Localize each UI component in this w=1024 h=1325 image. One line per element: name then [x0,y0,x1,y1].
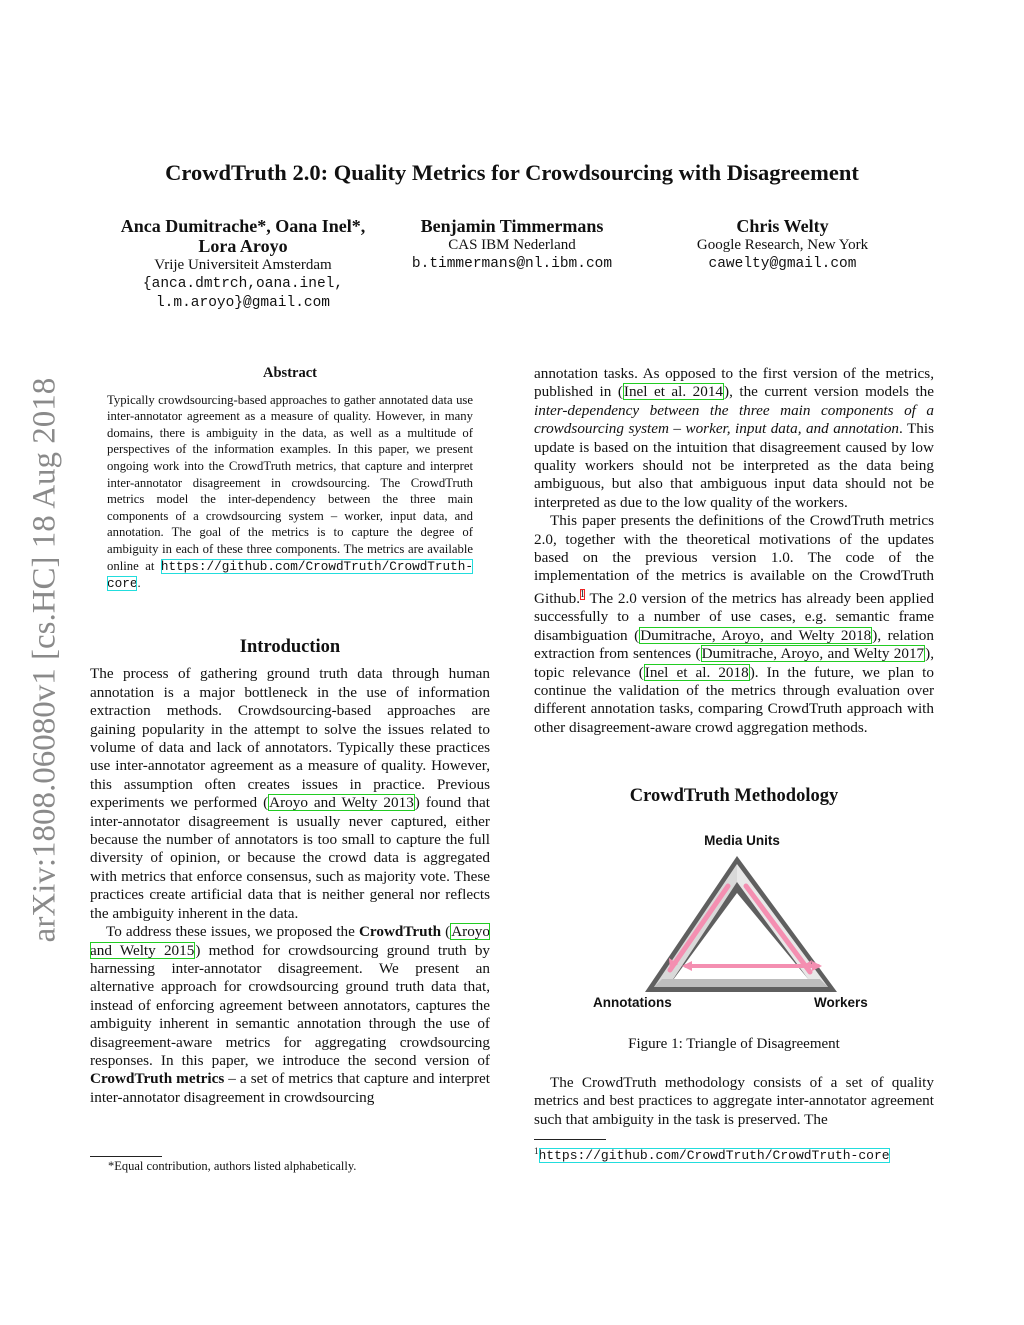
arxiv-id: arXiv:1808.06080v1 [cs.HC] 18 Aug 2018 [26,377,63,943]
body-text: This paper presents the definitions of the CrowdTruth metrics 2.0, together with the theoretical motivations of the updates based on the previous version 1.0. The code of the implementation of the metrics is available on the CrowdTruth Github. [534,512,934,607]
author-name: Benjamin Timmermans [420,216,604,236]
footnote-number: 1 [534,1146,539,1156]
author-names-line1: Anca Dumitrache*, Oana Inel*, [120,216,366,236]
body-text: annotation tasks. As opposed to the first version of the metrics, published in ( [534,365,934,401]
intro-paragraph-1 [90,665,490,923]
intro-text: The process of gathering ground truth data through human annotation is a major bottleneck in the use of information extraction methods. Crowdsourcing-based approaches are gaining popularity in the attempt to solve the issues related to volume of data and lack of annotators. Typically these practices use inter-annotator agreement as a measure of quality. However, this assumption often creates issues in practice. Previous experiments we performed ( [90,665,490,812]
body-text: ), relation extraction from sentences ( [534,626,934,663]
workers-label: Workers [814,995,868,1010]
right-paragraph-1 [534,365,934,512]
body-text: . This update is based on the intuition that disagreement caused by low quality workers should not be interpreted as the data being ambiguous, but also that ambiguous input data should not be interpreted as due to the low quality of the workers. [534,420,934,511]
abstract [107,365,473,593]
right-footnote [534,1143,934,1164]
author-name: Chris Welty [736,216,829,236]
abstract-text [107,392,473,593]
right-paragraph-2 [534,512,934,737]
abstract-url-link[interactable]: https://github.com/CrowdTruth/CrowdTruth-core [107,558,473,592]
body-text: ), the current version models the [724,383,934,401]
italic-text: inter-dependency between the three main components of a crowdsourcing system – worker, input data, and annotation [534,401,934,438]
citation-link[interactable]: Dumitrache, Aroyo, and Welty 2017 [701,645,925,663]
bold-term: CrowdTruth metrics [90,1070,225,1088]
bold-term: CrowdTruth [358,923,442,941]
media-units-label: Media Units [704,833,780,848]
annotations-label: Annotations [593,995,672,1010]
body-text: ). In the future, we plan to continue the validation of the metrics through evaluation over different annotation tasks, comparing CrowdTruth approach with other disagreement-aware crowd aggregation methods. [534,663,934,736]
intro-text: ) found that inter-annotator disagreement is usually never captured, either because the number of annotators is too small to capture the full diversity of opinion, or because the crowd data is aggregated with metrics that enforce consensus, such as majority vote. These practices create artificial data that is neither general nor reflects the ambiguity inherent in the data. [90,794,490,922]
intro-text: – a set of metrics that capture and interpret inter-annotator disagreement in crowdsourcing [90,1070,490,1106]
paper-title: CrowdTruth 2.0: Quality Metrics for Crowdsourcing with Disagreement [165,160,859,185]
citation-link[interactable]: Inel et al. 2014 [623,383,724,401]
author-email-line2: l.m.aroyo}@gmail.com [155,295,331,311]
triangle-bottom-band [654,979,828,987]
author-affiliation: Vrije Universiteit Amsterdam [154,257,332,273]
abstract-body: Typically crowdsourcing-based approaches to gather annotated data use inter-annotator agreement as a measure of quality. However, in many domains, there is ambiguity in the data, as well as a multitude of perspectives of the information examples. In this paper, we present ongoing work into the CrowdTruth metrics, that capture and interpret inter-annotator disagreement in crowdsourcing. The CrowdTruth metrics model the inter-dependency between the three main components of a crowdsourcing system – worker, input data, and annotation. The goal of the metrics is to capture the degree of ambiguity in each of these three components. The metrics are available online at [107,392,473,573]
introduction-section [90,638,490,1107]
intro-text: ) method for crowdsourcing ground truth by harnessing inter-annotator disagreement. We present an alternative approach for crowdsourcing ground truth data that, instead of enforcing agreement between annotators, captures the ambiguity inherent in semantic annotation through the use of disagreement-aware metrics for aggregating crowdsourcing responses. In this paper, we introduce the second version of [90,941,491,1069]
body-text: The 2.0 version of the metrics has already been applied successfully to a number of use cases, e.g. semantic frame disambiguation ( [534,589,934,644]
introduction-heading: Introduction [239,637,341,657]
triangle-diagram [590,830,880,1020]
citation-link[interactable]: Aroyo and Welty 2015 [90,923,490,959]
author-block-1 [98,216,388,313]
author-names-line2: Lora Aroyo [198,236,288,256]
author-block-2 [388,216,636,274]
author-email: cawelty@gmail.com [708,256,857,272]
author-affiliation: Google Research, New York [696,237,869,253]
footnote-rule [534,1139,606,1140]
methodology-heading: CrowdTruth Methodology [629,786,839,806]
author-affiliation: CAS IBM Nederland [448,237,576,253]
abstract-end: . [137,576,141,591]
author-block-3 [660,216,905,274]
right-column-top [534,365,934,737]
footnote-url-link[interactable]: https://github.com/CrowdTruth/CrowdTruth-core [538,1148,890,1164]
left-footnote: *Equal contribution, authors listed alphabetically. [108,1159,357,1173]
author-email-line1: {anca.dmtrch,oana.inel, [142,276,344,292]
author-email: b.timmermans@nl.ibm.com [411,256,613,272]
triangle-figure [590,830,880,1020]
intro-text: To address these issues, we proposed the [106,923,359,941]
intro-paragraph-2 [90,923,490,1107]
right-paragraph-3: The CrowdTruth methodology consists of a set of quality metrics and best practices to aggregate inter-annotator agreement such that ambiguity in the task is preserved. The [534,1074,934,1128]
citation-link[interactable]: Dumitrache, Aroyo, and Welty 2018 [640,626,872,644]
abstract-heading: Abstract [263,365,317,381]
intro-text: ( [441,923,451,941]
figure-caption: Figure 1: Triangle of Disagreement [628,1036,840,1052]
citation-link[interactable]: Aroyo and Welty 2013 [269,794,414,812]
footnote-rule [90,1156,162,1157]
body-text: ), topic relevance ( [534,645,935,681]
citation-link[interactable]: Inel et al. 2018 [644,663,749,681]
footnote-ref-link[interactable]: 1 [580,588,585,600]
